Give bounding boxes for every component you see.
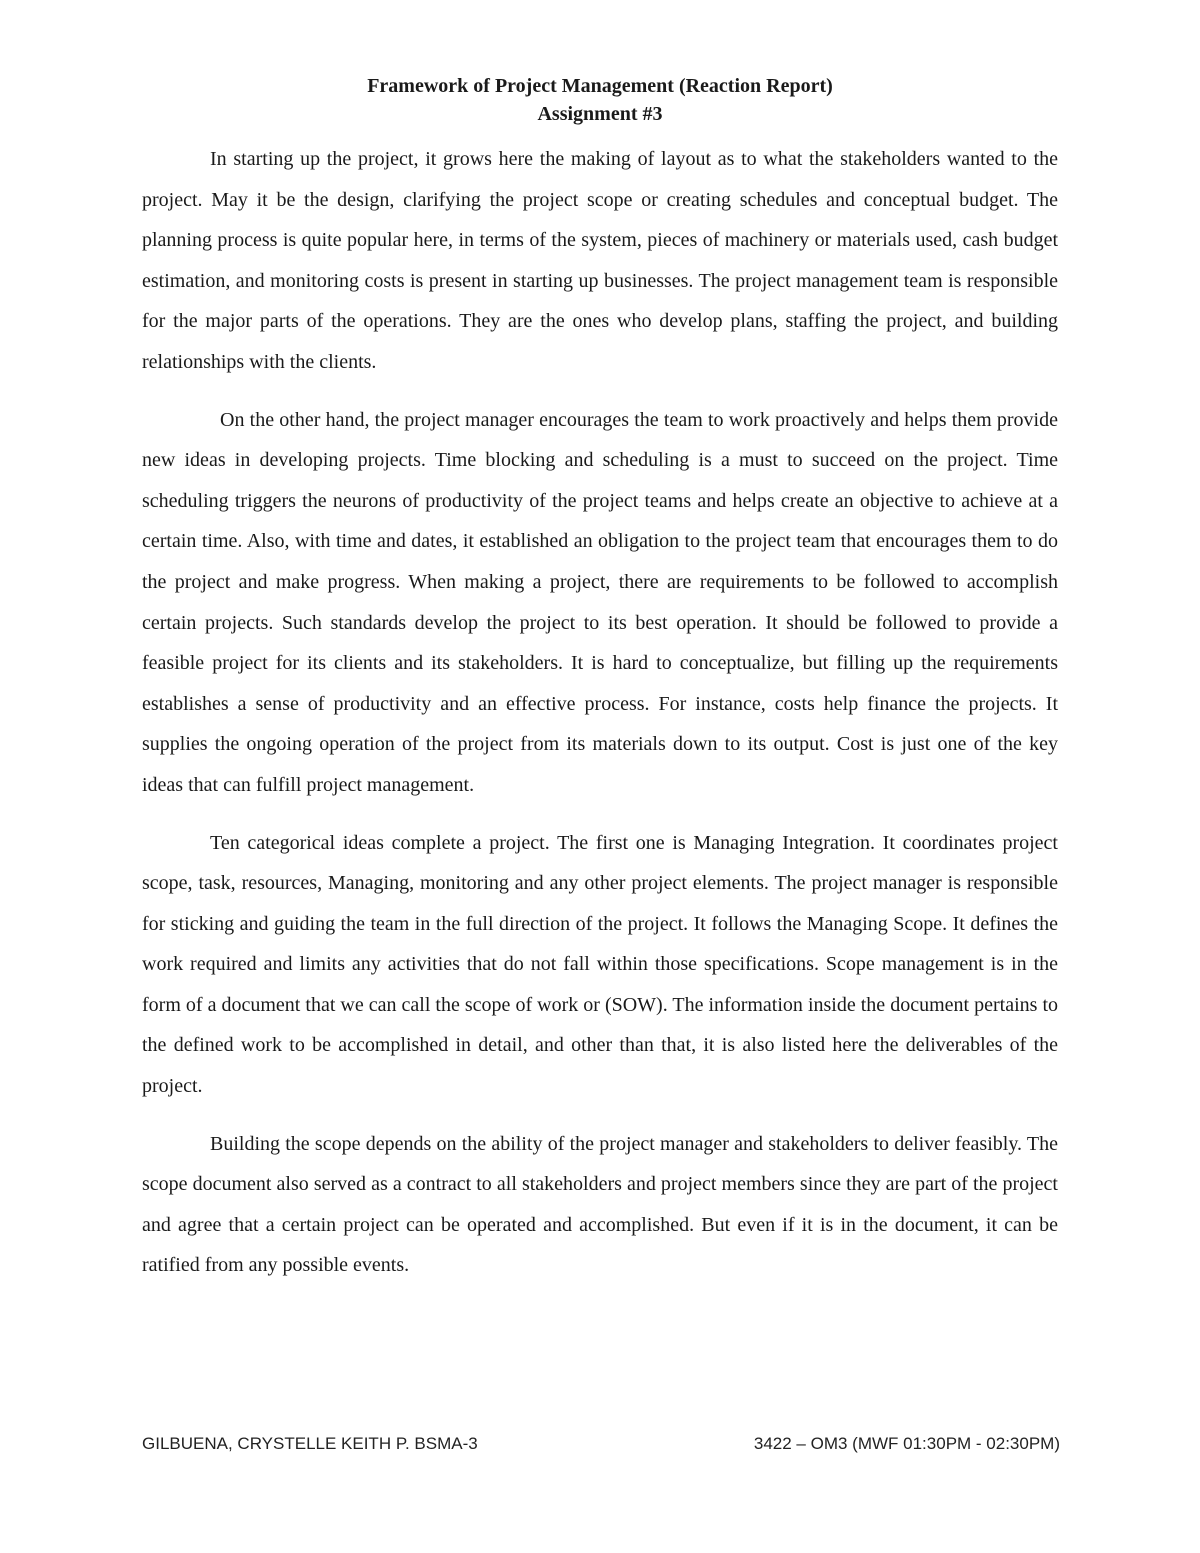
document-body (142, 139, 1058, 1303)
page-footer (142, 1434, 1060, 1454)
paragraph-1: In starting up the project, it grows here the making of layout as to what the stakeholders wanted to the project. May it be the design, clarifying the project scope or creating schedules and conceptual budget. The planning process is quite popular here, in terms of the system, pieces of machinery or materials used, cash budget estimation, and monitoring costs is present in starting up businesses. The project management team is responsible for the major parts of the operations. They are the ones who develop plans, staffing the project, and building relationships with the clients. (142, 148, 1058, 373)
paragraph-4: Building the scope depends on the ability of the project manager and stakeholders to deliver feasibly. The scope document also served as a contract to all stakeholders and project members since they are part of the project and agree that a certain project can be operated and accomplished. But even if it is in the document, it can be ratified from any possible events. (142, 1132, 1058, 1277)
title-block (142, 72, 1058, 128)
document-title: Framework of Project Management (Reaction Report) (367, 75, 833, 97)
document-subtitle: Assignment #3 (537, 103, 663, 125)
paragraph-3: Ten categorical ideas complete a project. The first one is Managing Integration. It coordinates project scope, task, resources, Managing, monitoring and any other project elements. The project manager is responsible for sticking and guiding the team in the full direction of the project. It follows the Managing Scope. It defines the work required and limits any activities that do not fall within those specifications. Scope management is in the form of a document that we can call the scope of work or (SOW). The information inside the document pertains to the defined work to be accomplished in detail, and other than that, it is also listed here the deliverables of the project. (142, 831, 1058, 1098)
paragraph-2: On the other hand, the project manager encourages the team to work proactively and helps them provide new ideas in developing projects. Time blocking and scheduling is a must to succeed on the project. Time scheduling triggers the neurons of productivity of the project teams and helps create an objective to achieve at a certain time. Also, with time and dates, it established an obligation to the project team that encourages them to do the project and make progress. When making a project, there are requirements to be followed to accomplish certain projects. Such standards develop the project to its best operation. It should be followed to provide a feasible project for its clients and its stakeholders. It is hard to conceptualize, but filling up the requirements establishes a sense of productivity and an effective process. For instance, costs help finance the projects. It supplies the ongoing operation of the project from its materials down to its output. Cost is just one of the key ideas that can fulfill project management. (142, 408, 1058, 796)
footer-course: 3422 – OM3 (MWF 01:30PM - 02:30PM) (753, 1434, 1060, 1453)
footer-author: GILBUENA, CRYSTELLE KEITH P. BSMA-3 (142, 1434, 478, 1453)
